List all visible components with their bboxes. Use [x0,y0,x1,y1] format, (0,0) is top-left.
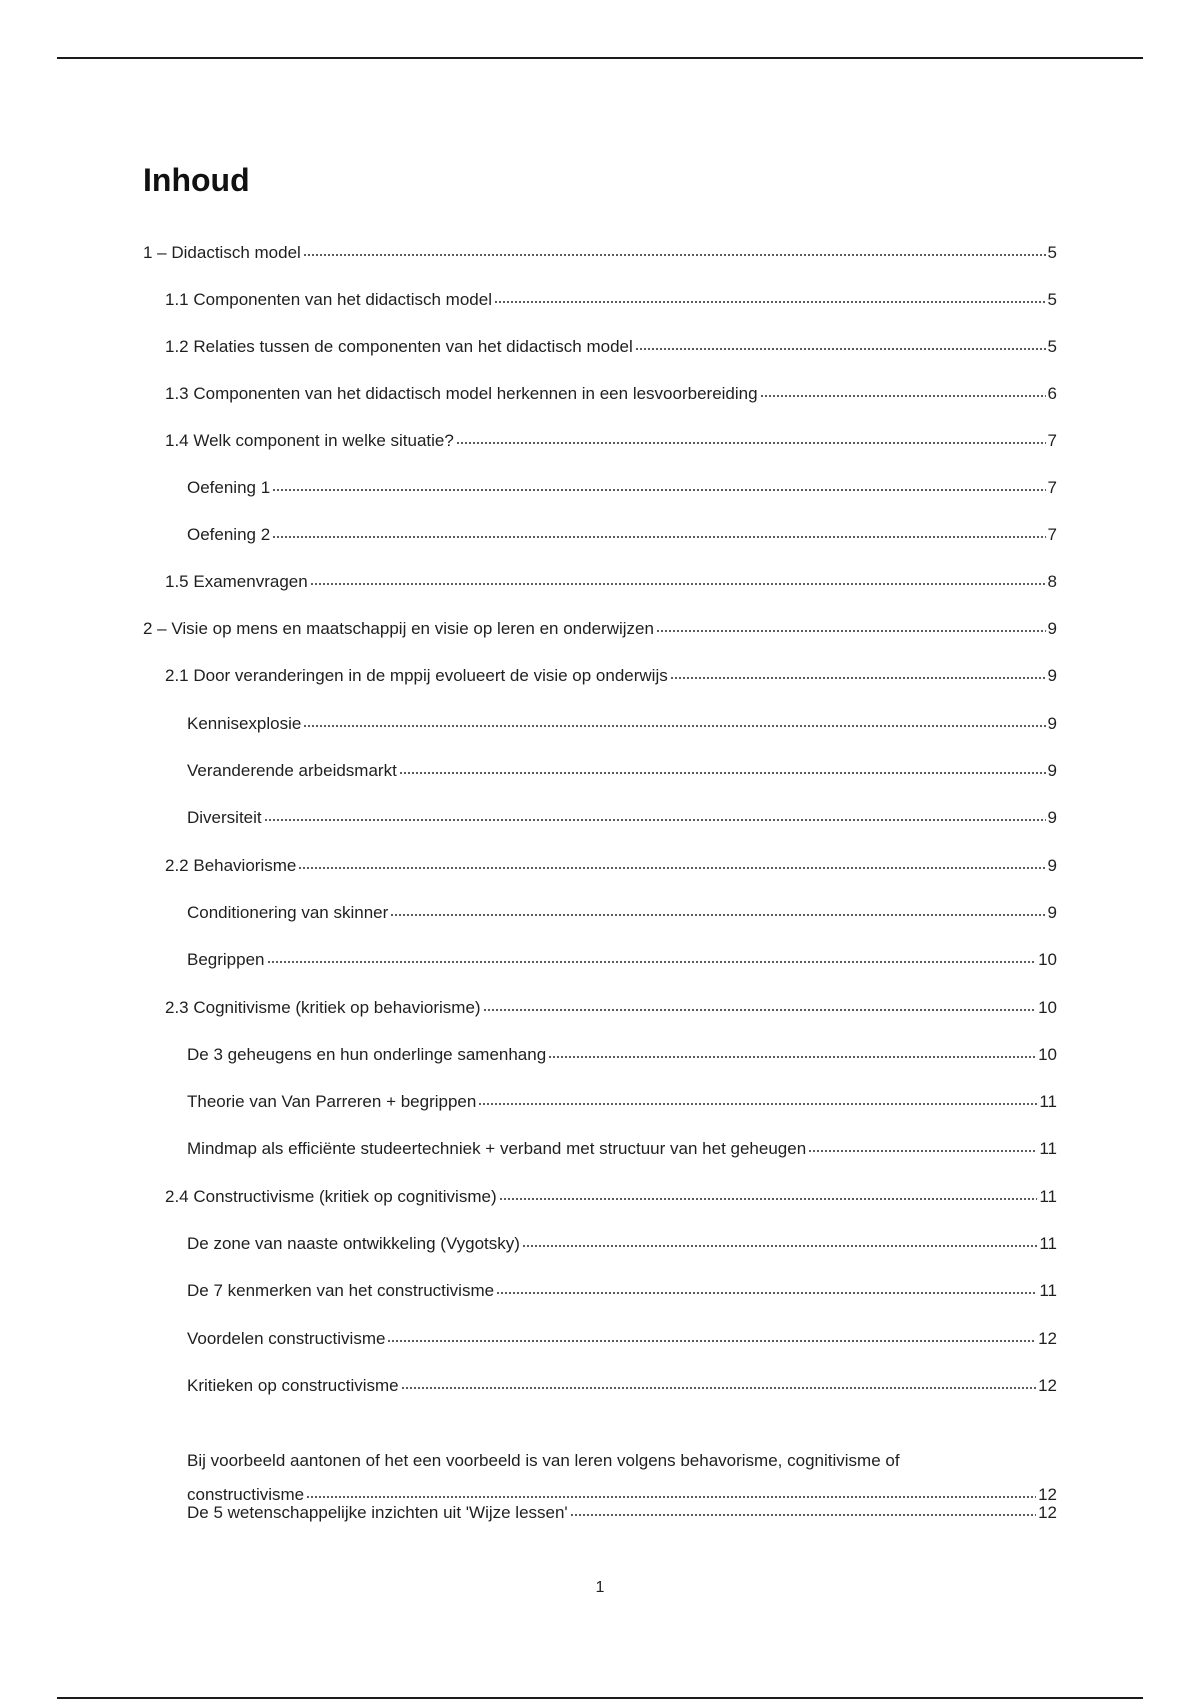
dot-leader [808,1134,1037,1154]
toc-entry-page: 7 [1047,431,1057,450]
toc-entry-page: 7 [1047,478,1057,497]
dot-leader [306,1480,1036,1500]
toc-entry-page: 12 [1038,1376,1057,1395]
toc-entry-text: Conditionering van skinner [187,903,389,922]
dot-leader [298,851,1045,871]
dot-leader [548,1040,1036,1060]
toc-entry[interactable] [187,756,1057,781]
toc-entry-page: 11 [1039,1234,1057,1253]
toc-entry-text-line1: Bij voorbeeld aantonen of het een voorbeeld is van leren volgens behavorisme, cognitivisme of [187,1451,900,1470]
toc-entry[interactable] [187,520,1057,545]
toc-entry-page: 9 [1047,714,1057,733]
dot-leader [522,1229,1037,1249]
toc-entry[interactable] [187,1276,1057,1301]
dot-leader [401,1371,1036,1391]
dot-leader [670,661,1046,681]
toc-entry-text: Begrippen [187,950,265,969]
toc-entry[interactable] [187,1040,1057,1065]
toc-entry[interactable] [187,803,1057,828]
toc-entry[interactable] [187,1087,1057,1112]
toc-entry-page: 10 [1038,1045,1057,1064]
toc-entry-text: 2.3 Cognitivisme (kritiek op behaviorisme) [165,998,481,1017]
dot-leader [272,520,1045,540]
toc-entry-page: 9 [1047,903,1057,922]
toc-entry-text: Theorie van Van Parreren + begrippen [187,1092,477,1111]
toc-entry-page: 5 [1047,290,1057,309]
toc-entry[interactable] [165,285,1057,310]
toc-entry-page: 6 [1047,384,1057,403]
toc-entry-page: 12 [1038,1485,1057,1504]
toc-entry-text: 1.5 Examenvragen [165,572,308,591]
dot-leader [387,1324,1036,1344]
toc-entry-text: Oefening 1 [187,478,271,497]
toc-entry-text: 1.1 Componenten van het didactisch model [165,290,492,309]
toc-entry-text: 1.4 Welk component in welke situatie? [165,431,454,450]
toc-entry-page: 7 [1047,525,1057,544]
toc-entry-text: De 3 geheugens en hun onderlinge samenhang [187,1045,547,1064]
header-rule [57,57,1143,59]
dot-leader [496,1276,1037,1296]
toc-entry-page: 11 [1039,1187,1057,1206]
dot-leader [760,379,1046,399]
toc-entry-page: 8 [1047,572,1057,591]
toc-entry[interactable] [187,1324,1057,1349]
toc-entry-text: Veranderende arbeidsmarkt [187,761,397,780]
toc-entry-text: De 7 kenmerken van het constructivisme [187,1281,495,1300]
toc-entry-text: 2 – Visie op mens en maatschappij en visie op leren en onderwijzen [143,619,654,638]
toc-entry-text: Oefening 2 [187,525,271,544]
toc-entry-page: 5 [1047,243,1057,262]
toc-entry[interactable] [165,379,1057,404]
toc-entry[interactable] [165,993,1057,1018]
dot-leader [303,238,1046,258]
toc-entry[interactable] [165,661,1057,686]
toc-entry-page: 11 [1039,1092,1057,1111]
toc-entry-page: 11 [1039,1139,1057,1158]
toc-entry-page: 10 [1038,998,1057,1017]
toc-entry-page: 12 [1038,1329,1057,1348]
footer-rule [57,1697,1143,1699]
toc-entry-text: 2.2 Behaviorisme [165,856,297,875]
dot-leader [267,945,1037,965]
toc-entry[interactable] [165,851,1057,876]
toc-entry-page: 5 [1047,337,1057,356]
toc-entry[interactable] [165,426,1057,451]
toc-entry-page: 9 [1047,666,1057,685]
toc-entry[interactable] [187,1451,1057,1505]
toc-entry-page: 12 [1038,1503,1057,1522]
toc-entry[interactable] [143,614,1057,639]
toc-entry[interactable] [187,898,1057,923]
dot-leader [264,803,1046,823]
dot-leader [635,332,1046,352]
toc-entry-text: 2.4 Constructivisme (kritiek op cognitivisme) [165,1187,497,1206]
toc-entry-text: 1.3 Componenten van het didactisch model herkennen in een lesvoorbereiding [165,384,758,403]
toc-entry[interactable] [143,238,1057,263]
toc-entry-text: Diversiteit [187,808,262,827]
toc-entry[interactable] [187,473,1057,498]
dot-leader [272,473,1045,493]
dot-leader [456,426,1046,446]
dot-leader [656,614,1046,634]
toc-entry[interactable] [187,709,1057,734]
toc-entry[interactable] [165,332,1057,357]
toc-entry[interactable] [165,567,1057,592]
toc-entry-text: Mindmap als efficiënte studeertechniek + verband met structuur van het geheugen [187,1139,807,1158]
toc-entry-page: 10 [1038,950,1057,969]
toc-entry-text: De 5 wetenschappelijke inzichten uit 'Wijze lessen' [187,1503,568,1522]
dot-leader [494,285,1046,305]
toc-entry-text: 1 – Didactisch model [143,243,301,262]
dot-leader [310,567,1046,587]
toc-entry-text: constructivisme [187,1485,305,1504]
toc-entry-text: 2.1 Door veranderingen in de mppij evolueert de visie op onderwijs [165,666,668,685]
dot-leader [399,756,1046,776]
toc-entry-text: Kritieken op constructivisme [187,1376,399,1395]
toc-entry-text: De zone van naaste ontwikkeling (Vygotsky) [187,1234,520,1253]
toc-title: Inhoud [143,162,250,198]
toc-entry-text: Voordelen constructivisme [187,1329,386,1348]
dot-leader [570,1498,1036,1518]
toc-entry-page: 9 [1047,856,1057,875]
toc-entry-page: 9 [1047,761,1057,780]
page-number: 1 [595,1579,605,1596]
dot-leader [478,1087,1037,1107]
toc-entry-text: 1.2 Relaties tussen de componenten van het didactisch model [165,337,633,356]
toc-entry-page: 11 [1039,1281,1057,1300]
toc-entry[interactable] [187,945,1057,970]
toc-entry[interactable] [165,1182,1057,1207]
dot-leader [483,993,1037,1013]
toc-entry[interactable] [187,1134,1057,1159]
dot-leader [303,709,1045,729]
toc-entry[interactable] [187,1498,1057,1523]
dot-leader [499,1182,1038,1202]
dot-leader [390,898,1045,918]
toc-entry[interactable] [187,1371,1057,1396]
toc-entry[interactable] [187,1229,1057,1254]
toc-entry-page: 9 [1047,619,1057,638]
toc-entry-text: Kennisexplosie [187,714,302,733]
toc-entry-page: 9 [1047,808,1057,827]
